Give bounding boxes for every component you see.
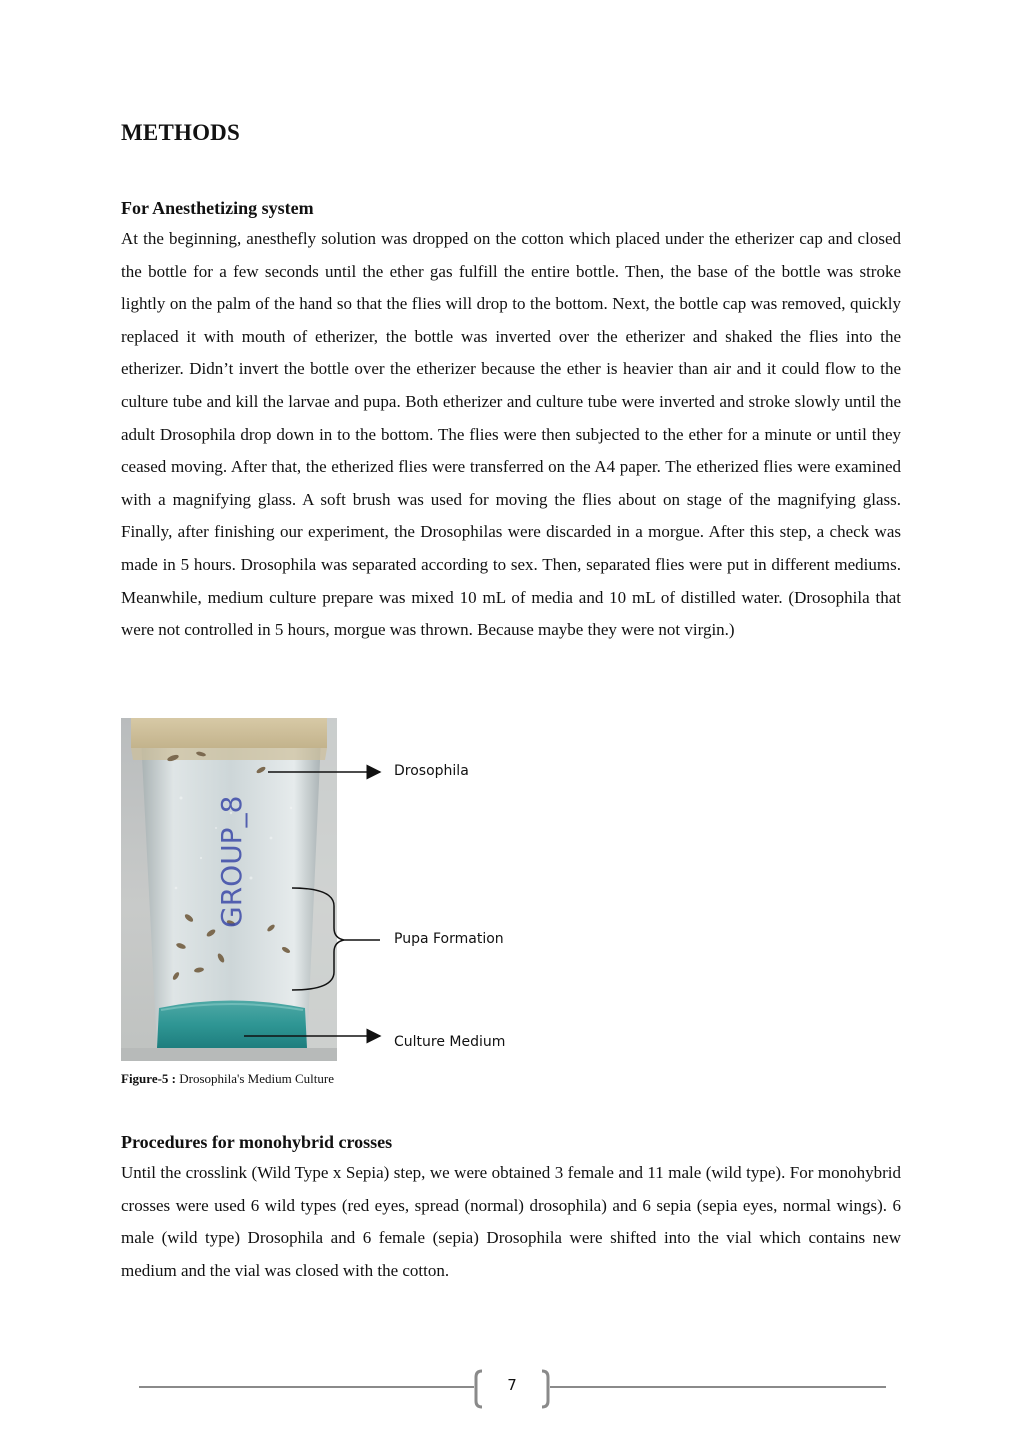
figure-caption [121,1071,334,1087]
page-number: 7 [507,1376,517,1394]
section-title-anesthetizing: For Anesthetizing system [121,198,314,218]
section-body-anesthetizing: At the beginning, anesthefly solution was dropped on the cotton which placed under the etherizer cap and closed the bottle for a few seconds until the ether gas fulfill the entire bottle. Then, the base of the bottle was stroke lightly on the palm of the hand so that the flies will drop to the bottom. Next, the bottle cap was removed, quickly replaced it with mouth of etherizer, the bottle was inverted over the etherizer and shaked the flies into the etherizer. Didn’t invert the bottle over the etherizer because the ether is heavier than air and it could flow to the culture tube and kill the larvae and pupa. Both etherizer and culture tube were inverted and stroke slowly until the adult Drosophila drop down in to the bottom. The flies were then subjected to the ether for a minute or until they ceased moving. After that, the etherized flies were transferred on the A4 paper. The etherized flies were examined with a magnifying glass. A soft brush was used for moving the flies about on stage of the magnifying glass. Finally, after finishing our experiment, the Drosophilas were discarded in a morgue. After this step, a check was made in 5 hours. Drosophila was separated according to sex. Then, separated flies were put in different mediums. Meanwhile, medium culture prepare was mixed 10 mL of media and 10 mL of distilled water. (Drosophila that were not controlled in 5 hours, morgue was thrown. Because maybe they were not virgin.) [121,229,901,640]
section-title-monohybrid: Procedures for monohybrid crosses [121,1132,393,1152]
annotation-culture-medium: Culture Medium [394,1034,506,1050]
culture-tube-photo [121,718,337,1061]
footer-rule-right [550,1386,886,1388]
footer-rule-left [139,1386,474,1388]
annotation-drosophila: Drosophila [394,763,469,779]
annotation-pupa-formation: Pupa Formation [394,931,504,947]
page-heading: METHODS [121,120,240,145]
caption-text: Drosophila's Medium Culture [179,1071,334,1086]
caption-label: Figure-5 : [121,1071,176,1086]
section-body-monohybrid: Until the crosslink (Wild Type x Sepia) step, we were obtained 3 female and 11 male (wild type). For monohybrid crosses were used 6 wild types (red eyes, spread (normal) drosophila) and 6 sepia (sepia eyes, normal wings). 6 male (wild type) Drosophila and 6 female (sepia) Drosophila were shifted into the vial which contains new medium and the vial was closed with the cotton. [121,1163,901,1280]
tube-label-text: GROUP_8 [215,795,248,928]
